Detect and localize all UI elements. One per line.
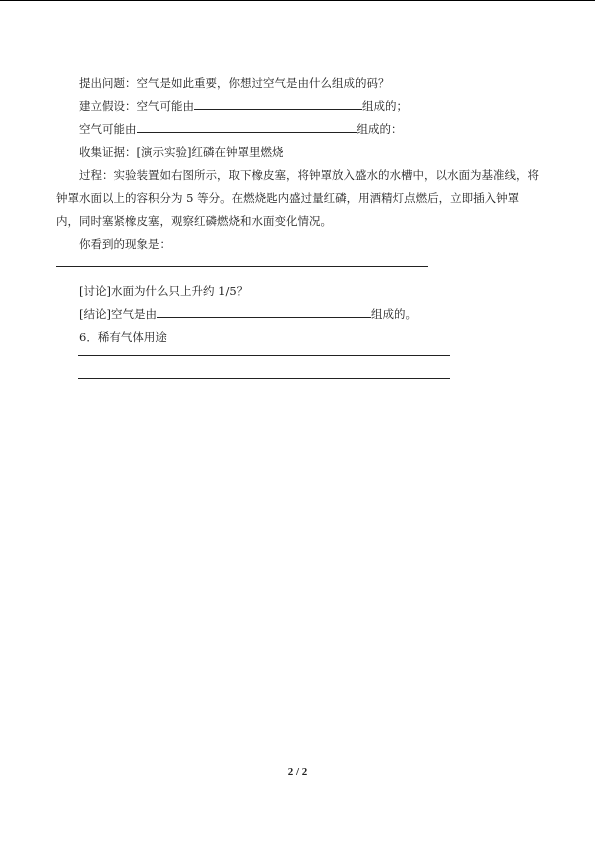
question-line: 提出问题：空气是如此重要，你想过空气是由什么组成的码？ xyxy=(79,76,390,90)
page-top-border xyxy=(0,0,595,1)
hypothesis2-line xyxy=(56,118,540,141)
discussion-line: [讨论]水面为什么只上升约 1/5？ xyxy=(79,284,249,298)
hypothesis-line xyxy=(56,95,540,118)
rare-gas-heading: 6．稀有气体用途 xyxy=(79,330,167,344)
conclusion-suffix: 组成的。 xyxy=(370,307,417,321)
rare-gas-answer-line-2[interactable] xyxy=(78,378,450,379)
observe-line: 你看到的现象是： xyxy=(79,237,171,251)
evidence-line: 收集证据：[演示实验]红磷在钟罩里燃烧 xyxy=(79,145,284,159)
document-body xyxy=(56,72,540,349)
page-number: 2 / 2 xyxy=(287,766,308,778)
observe-answer-line[interactable] xyxy=(56,256,428,267)
conclusion-prefix: [结论]空气是由 xyxy=(79,307,157,321)
hypothesis-blank[interactable] xyxy=(194,95,362,110)
conclusion-line xyxy=(56,303,540,326)
hypothesis2-prefix: 空气可能由 xyxy=(79,122,137,136)
hypothesis-prefix: 建立假设：空气可能由 xyxy=(79,99,194,113)
hypothesis2-blank[interactable] xyxy=(137,118,357,133)
hypothesis-suffix: 组成的； xyxy=(362,99,408,113)
rare-gas-answer-line-1[interactable] xyxy=(78,355,450,356)
process-paragraph: 过程：实验装置如右图所示，取下橡皮塞，将钟罩放入盛水的水槽中，以水面为基准线，将钟罩水面以上的容积分为 5 等分。在燃烧匙内盛过量红磷，用酒精灯点燃后，立即插入钟罩内，同时塞紧橡皮塞，观察红磷燃烧和水面变化情况。 xyxy=(56,168,539,228)
hypothesis2-suffix: 组成的： xyxy=(356,122,403,136)
conclusion-blank[interactable] xyxy=(157,303,371,318)
